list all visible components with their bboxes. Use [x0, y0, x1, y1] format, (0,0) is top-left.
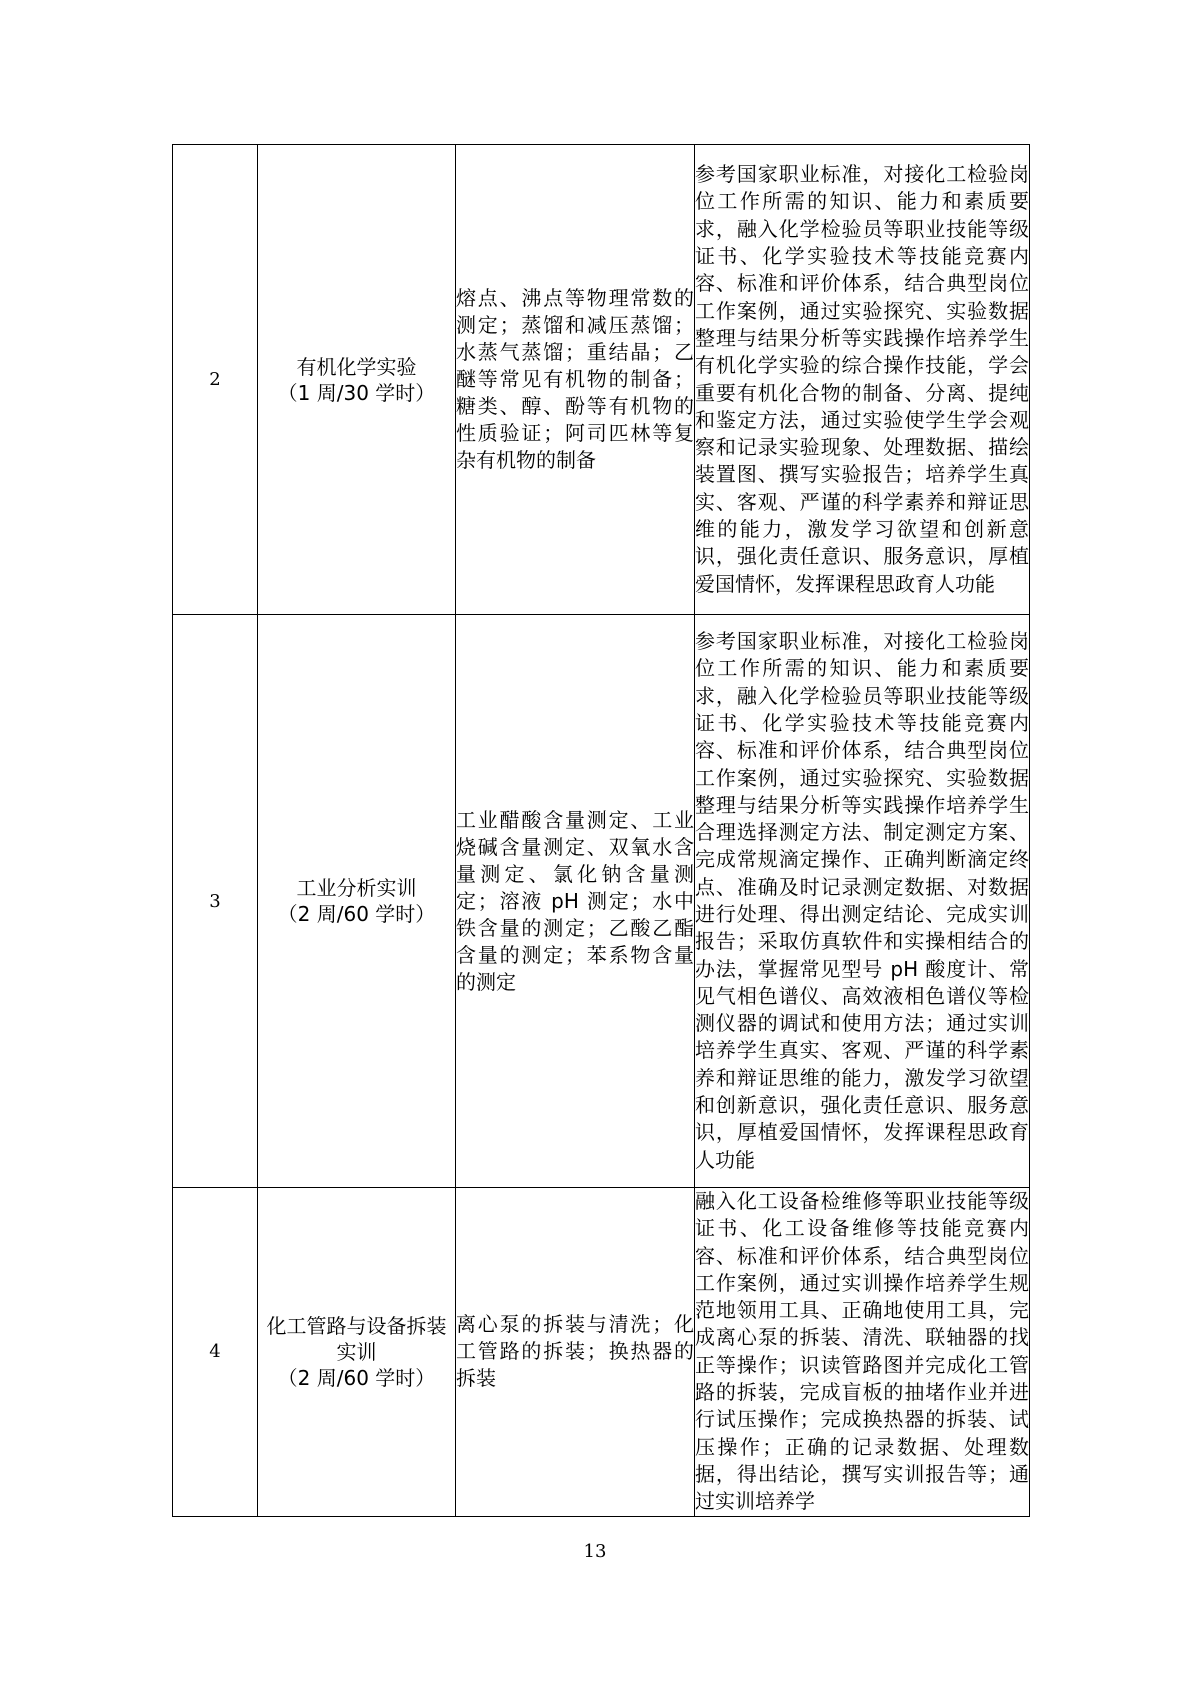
course-name-cell	[258, 615, 456, 1188]
course-name-cell	[258, 145, 456, 615]
course-name: 化工管路与设备拆装实训	[266, 1313, 447, 1364]
course-goal: 融入化工设备检维修等职业技能等级证书、化工设备维修等技能竞赛内容、标准和评价体系，结合典型岗位工作案例，通过实训操作培养学生规范地领用工具、正确地使用工具，完成离心泵的拆装、清洗、联轴器的找正等操作；识读管路图并完成化工管路的拆装，完成盲板的抽堵作业并进行试压操作；完成换热器的拆装、试压操作；正确的记录数据、处理数据，得出结论，撰写实训报告等；通过实训培养学	[695, 1188, 1030, 1517]
page-number: 13	[583, 1541, 607, 1562]
curriculum-table	[172, 144, 1030, 1517]
row-number: 4	[173, 1188, 258, 1517]
table-row	[173, 615, 1030, 1188]
course-name: 工业分析实训	[296, 876, 417, 900]
course-content: 离心泵的拆装与清洗；化工管路的拆装；换热器的拆装	[456, 1188, 695, 1517]
row-number: 2	[173, 145, 258, 615]
course-name: 有机化学实验	[296, 354, 417, 379]
course-content: 工业醋酸含量测定、工业烧碱含量测定、双氧水含量测定、氯化钠含量测定；溶液 pH 测定；水中铁含量的测定；乙酸乙酯含量的测定；苯系物含量的测定	[456, 615, 695, 1188]
table-row	[173, 145, 1030, 615]
course-hours: （2 周/60 学时）	[277, 902, 436, 926]
table-row	[173, 1188, 1030, 1517]
course-hours: （2 周/60 学时）	[277, 1365, 436, 1390]
course-goal: 参考国家职业标准，对接化工检验岗位工作所需的知识、能力和素质要求，融入化学检验员等职业技能等级证书、化学实验技术等技能竞赛内容、标准和评价体系，结合典型岗位工作案例，通过实验探究、实验数据整理与结果分析等实践操作培养学生合理选择测定方法、制定测定方案、完成常规滴定操作、正确判断滴定终点、准确及时记录测定数据、对数据进行处理、得出测定结论、完成实训报告；采取仿真软件和实操相结合的办法，掌握常见型号 pH 酸度计、常见气相色谱仪、高效液相色谱仪等检测仪器的调试和使用方法；通过实训培养学生真实、客观、严谨的科学素养和辩证思维的能力，激发学习欲望和创新意识，强化责任意识、服务意识，厚植爱国情怀，发挥课程思政育人功能	[695, 615, 1030, 1188]
course-goal: 参考国家职业标准，对接化工检验岗位工作所需的知识、能力和素质要求，融入化学检验员等职业技能等级证书、化学实验技术等技能竞赛内容、标准和评价体系，结合典型岗位工作案例，通过实验探究、实验数据整理与结果分析等实践操作培养学生有机化学实验的综合操作技能，学会重要有机化合物的制备、分离、提纯和鉴定方法，通过实验使学生学会观察和记录实验现象、处理数据、描绘装置图、撰写实验报告；培养学生真实、客观、严谨的科学素养和辩证思维的能力，激发学习欲望和创新意识，强化责任意识、服务意识，厚植爱国情怀，发挥课程思政育人功能	[695, 145, 1030, 615]
course-hours: （1 周/30 学时）	[277, 380, 436, 405]
row-number: 3	[173, 615, 258, 1188]
course-name-cell	[258, 1188, 456, 1517]
course-content: 熔点、沸点等物理常数的测定；蒸馏和减压蒸馏；水蒸气蒸馏；重结晶；乙醚等常见有机物的制备；糖类、醇、酚等有机物的性质验证；阿司匹林等复杂有机物的制备	[456, 145, 695, 615]
